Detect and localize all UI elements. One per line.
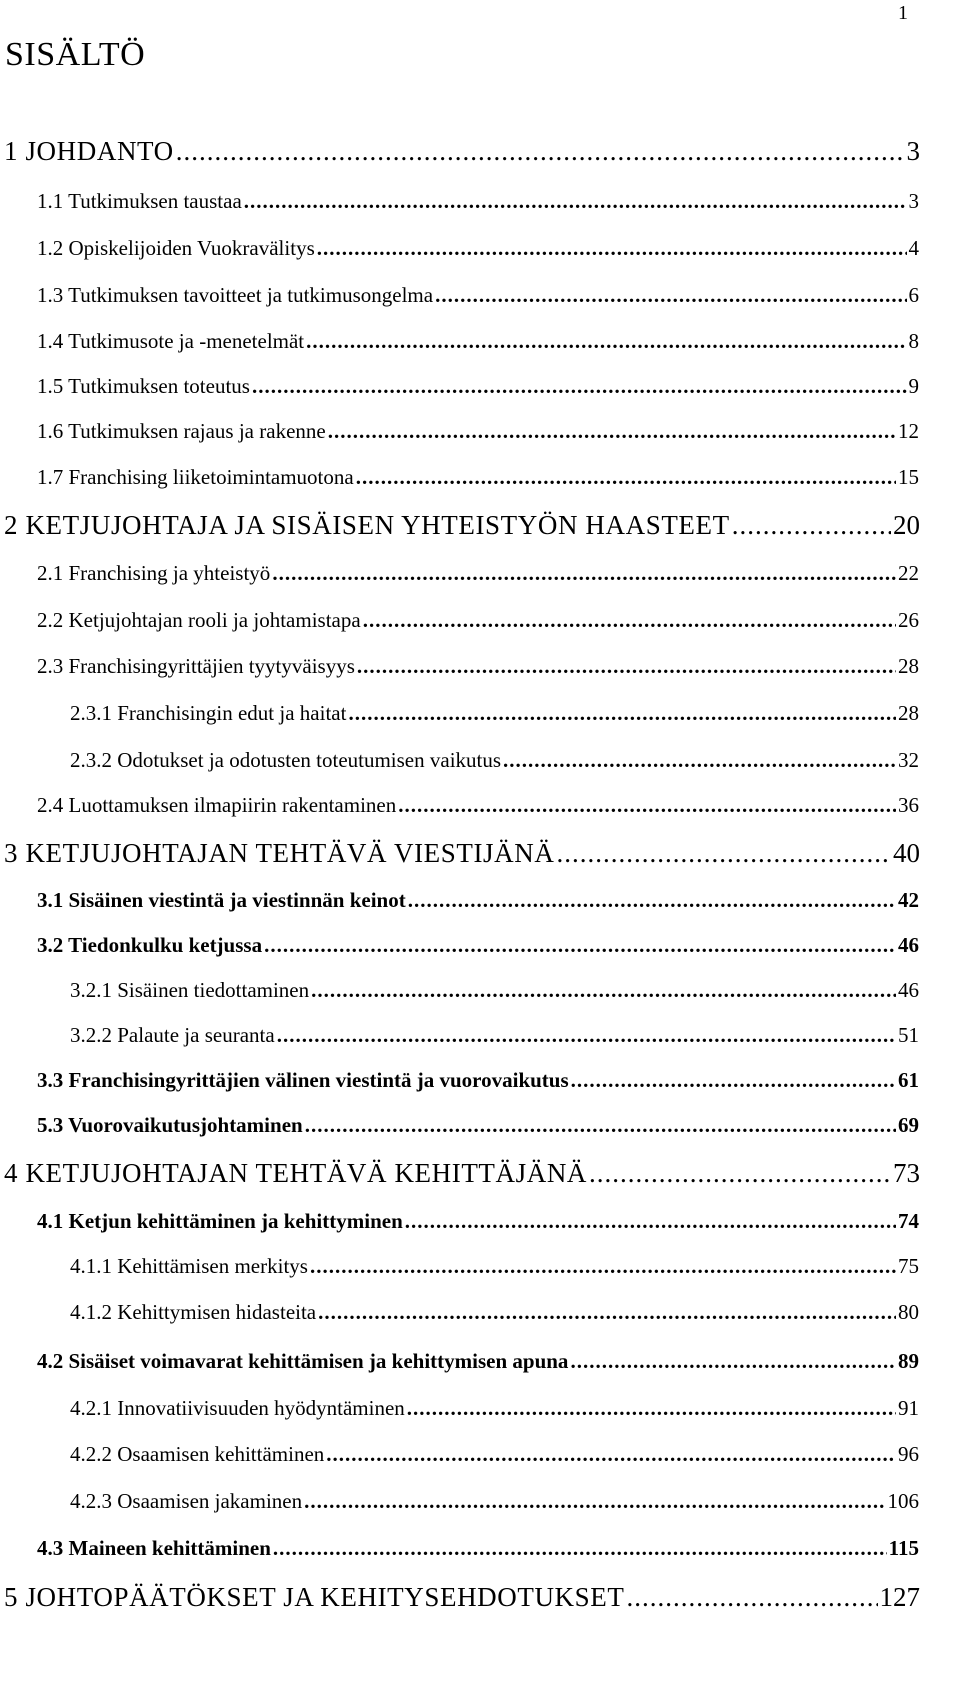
toc-leader-dots bbox=[317, 238, 907, 259]
toc-entry[interactable] bbox=[70, 1256, 919, 1277]
toc-entry-page: 6 bbox=[908, 283, 919, 307]
toc-entry-title: 1.2 Opiskelijoiden Vuokravälitys bbox=[37, 236, 315, 260]
toc-entry[interactable] bbox=[37, 1538, 919, 1559]
toc-entry-title: 1.7 Franchising liiketoimintamuotona bbox=[37, 465, 354, 489]
toc-entry-title: 4 KETJUJOHTAJAN TEHTÄVÄ KEHITTÄJÄNÄ bbox=[4, 1158, 588, 1188]
toc-entry[interactable] bbox=[4, 1584, 920, 1611]
toc-leader-dots bbox=[732, 512, 891, 539]
toc-leader-dots bbox=[398, 795, 896, 816]
toc-leader-dots bbox=[277, 1025, 896, 1046]
toc-entry-page: 51 bbox=[898, 1023, 919, 1047]
toc-entry-title: 4.1.2 Kehittymisen hidasteita bbox=[70, 1300, 317, 1324]
toc-entry-title: 4.1.1 Kehittämisen merkitys bbox=[70, 1254, 308, 1278]
toc-entry-page: 46 bbox=[898, 978, 919, 1002]
toc-entry-title: 3.2 Tiedonkulku ketjussa bbox=[37, 933, 263, 957]
toc-leader-dots bbox=[252, 376, 907, 397]
toc-entry[interactable] bbox=[37, 238, 919, 259]
toc-entry-title: 5 JOHTOPÄÄTÖKSET JA KEHITYSEHDOTUKSET bbox=[4, 1582, 625, 1612]
toc-entry-title: 3.2.2 Palaute ja seuranta bbox=[70, 1023, 275, 1047]
toc-entry[interactable] bbox=[70, 1025, 919, 1046]
toc-entry[interactable] bbox=[37, 610, 919, 631]
toc-entry-page: 73 bbox=[893, 1158, 920, 1188]
toc-leader-dots bbox=[356, 467, 896, 488]
toc-leader-dots bbox=[311, 980, 896, 1001]
toc-entry-title: 3.2.1 Sisäinen tiedottaminen bbox=[70, 978, 310, 1002]
toc-entry-title: 4.2.2 Osaamisen kehittäminen bbox=[70, 1442, 325, 1466]
toc-entry[interactable] bbox=[70, 980, 919, 1001]
toc-leader-dots bbox=[435, 285, 906, 306]
toc-leader-dots bbox=[273, 1538, 887, 1559]
toc-entry-page: 8 bbox=[908, 329, 919, 353]
toc-entry-title: 2.3 Franchisingyrittäjien tyytyväisyys bbox=[37, 654, 355, 678]
toc-leader-dots bbox=[244, 191, 907, 212]
toc-leader-dots bbox=[408, 890, 896, 911]
toc-entry-page: 36 bbox=[898, 793, 919, 817]
toc-entry[interactable] bbox=[37, 795, 919, 816]
toc-entry-title: 5.3 Vuorovaikutusjohtaminen bbox=[37, 1113, 303, 1137]
toc-entry-title: 2.2 Ketjujohtajan rooli ja johtamistapa bbox=[37, 608, 361, 632]
toc-entry-page: 61 bbox=[898, 1068, 919, 1092]
toc-entry-page: 40 bbox=[893, 838, 920, 868]
toc-entry[interactable] bbox=[37, 563, 919, 584]
toc-entry-page: 42 bbox=[898, 888, 919, 912]
toc-entry-title: 3 KETJUJOHTAJAN TEHTÄVÄ VIESTIJÄNÄ bbox=[4, 838, 555, 868]
toc-entry-title: 2.3.1 Franchisingin edut ja haitat bbox=[70, 701, 347, 725]
toc-entry[interactable] bbox=[37, 656, 919, 677]
toc-leader-dots bbox=[357, 656, 896, 677]
toc-entry[interactable] bbox=[37, 1070, 919, 1091]
toc-entry[interactable] bbox=[37, 1211, 919, 1232]
toc-entry[interactable] bbox=[37, 935, 919, 956]
toc-entry-page: 22 bbox=[898, 561, 919, 585]
toc-entry-title: 1.4 Tutkimusote ja -menetelmät bbox=[37, 329, 305, 353]
toc-leader-dots bbox=[626, 1584, 877, 1611]
toc-leader-dots bbox=[348, 703, 896, 724]
toc-entry[interactable] bbox=[37, 467, 919, 488]
toc-entry-page: 46 bbox=[898, 933, 919, 957]
toc-entry-title: 1.3 Tutkimuksen tavoitteet ja tutkimusongelma bbox=[37, 283, 434, 307]
toc-entry[interactable] bbox=[4, 512, 920, 539]
toc-entry[interactable] bbox=[4, 138, 920, 165]
toc-leader-dots bbox=[326, 1444, 896, 1465]
toc-entry-page: 32 bbox=[898, 748, 919, 772]
toc-entry-page: 127 bbox=[879, 1582, 920, 1612]
toc-entry-title: 4.2.3 Osaamisen jakaminen bbox=[70, 1489, 303, 1513]
toc-entry-title: 4.2 Sisäiset voimavarat kehittämisen ja kehittymisen apuna bbox=[37, 1349, 569, 1373]
toc-leader-dots bbox=[556, 840, 891, 867]
toc-entry-page: 115 bbox=[888, 1536, 919, 1560]
toc-entry[interactable] bbox=[37, 421, 919, 442]
toc-entry-page: 69 bbox=[898, 1113, 919, 1137]
toc-entry[interactable] bbox=[37, 890, 919, 911]
toc-entry[interactable] bbox=[37, 376, 919, 397]
toc-entry-title: 2.4 Luottamuksen ilmapiirin rakentaminen bbox=[37, 793, 397, 817]
toc-entry-title: 2 KETJUJOHTAJA JA SISÄISEN YHTEISTYÖN HAASTEET bbox=[4, 510, 730, 540]
toc-entry-page: 96 bbox=[898, 1442, 919, 1466]
toc-entry-title: 2.1 Franchising ja yhteistyö bbox=[37, 561, 271, 585]
toc-entry-page: 4 bbox=[908, 236, 919, 260]
toc-entry-page: 15 bbox=[898, 465, 919, 489]
toc-entry[interactable] bbox=[70, 1491, 919, 1512]
toc-entry-page: 106 bbox=[887, 1489, 919, 1513]
toc-leader-dots bbox=[176, 138, 905, 165]
toc-entry-page: 9 bbox=[908, 374, 919, 398]
toc-entry-title: 1.6 Tutkimuksen rajaus ja rakenne bbox=[37, 419, 326, 443]
toc-entry-page: 28 bbox=[898, 654, 919, 678]
toc-leader-dots bbox=[310, 1256, 896, 1277]
toc-entry-page: 89 bbox=[898, 1349, 919, 1373]
toc-leader-dots bbox=[272, 563, 896, 584]
toc-entry-page: 12 bbox=[898, 419, 919, 443]
toc-entry-title: 3.1 Sisäinen viestintä ja viestinnän keinot bbox=[37, 888, 406, 912]
toc-leader-dots bbox=[305, 1115, 896, 1136]
toc-leader-dots bbox=[570, 1351, 896, 1372]
toc-entry-page: 3 bbox=[906, 136, 920, 166]
toc-entry-title: 3.3 Franchisingyrittäjien välinen viestintä ja vuorovaikutus bbox=[37, 1068, 569, 1092]
toc-entry[interactable] bbox=[37, 1115, 919, 1136]
toc-leader-dots bbox=[363, 610, 896, 631]
toc-leader-dots bbox=[264, 935, 896, 956]
page-number: 1 bbox=[898, 2, 908, 24]
toc-leader-dots bbox=[405, 1211, 896, 1232]
toc-leader-dots bbox=[304, 1491, 885, 1512]
toc-entry-page: 91 bbox=[898, 1396, 919, 1420]
toc-entry[interactable] bbox=[70, 703, 919, 724]
toc-entry[interactable] bbox=[70, 1444, 919, 1465]
toc-leader-dots bbox=[407, 1398, 896, 1419]
toc-leader-dots bbox=[328, 421, 896, 442]
toc-entry[interactable] bbox=[4, 840, 920, 867]
toc-entry-title: 1.1 Tutkimuksen taustaa bbox=[37, 189, 242, 213]
toc-leader-dots bbox=[571, 1070, 896, 1091]
toc-entry-page: 3 bbox=[908, 189, 919, 213]
toc-leader-dots bbox=[318, 1302, 896, 1323]
toc-entry-page: 80 bbox=[898, 1300, 919, 1324]
toc-entry-title: 4.2.1 Innovatiivisuuden hyödyntäminen bbox=[70, 1396, 405, 1420]
toc-leader-dots bbox=[306, 331, 906, 352]
toc-entry[interactable] bbox=[37, 191, 919, 212]
toc-entry[interactable] bbox=[4, 1160, 920, 1187]
toc-entry-title: 1 JOHDANTO bbox=[4, 136, 174, 166]
toc-entry-page: 20 bbox=[893, 510, 920, 540]
toc-entry-page: 28 bbox=[898, 701, 919, 725]
toc-entry[interactable] bbox=[70, 1302, 919, 1323]
toc-entry-title: 1.5 Tutkimuksen toteutus bbox=[37, 374, 250, 398]
toc-entry-title: 4.3 Maineen kehittäminen bbox=[37, 1536, 271, 1560]
toc-entry[interactable] bbox=[37, 1351, 919, 1372]
toc-leader-dots bbox=[589, 1160, 891, 1187]
toc-leader-dots bbox=[503, 750, 896, 771]
toc-entry-page: 75 bbox=[898, 1254, 919, 1278]
document-title: SISÄLTÖ bbox=[5, 36, 146, 73]
toc-entry-title: 4.1 Ketjun kehittäminen ja kehittyminen bbox=[37, 1209, 403, 1233]
toc-entry-page: 74 bbox=[898, 1209, 919, 1233]
toc-entry[interactable] bbox=[37, 331, 919, 352]
toc-entry-page: 26 bbox=[898, 608, 919, 632]
toc-entry[interactable] bbox=[70, 1398, 919, 1419]
toc-entry[interactable] bbox=[37, 285, 919, 306]
toc-entry-title: 2.3.2 Odotukset ja odotusten toteutumisen vaikutus bbox=[70, 748, 502, 772]
toc-entry[interactable] bbox=[70, 750, 919, 771]
